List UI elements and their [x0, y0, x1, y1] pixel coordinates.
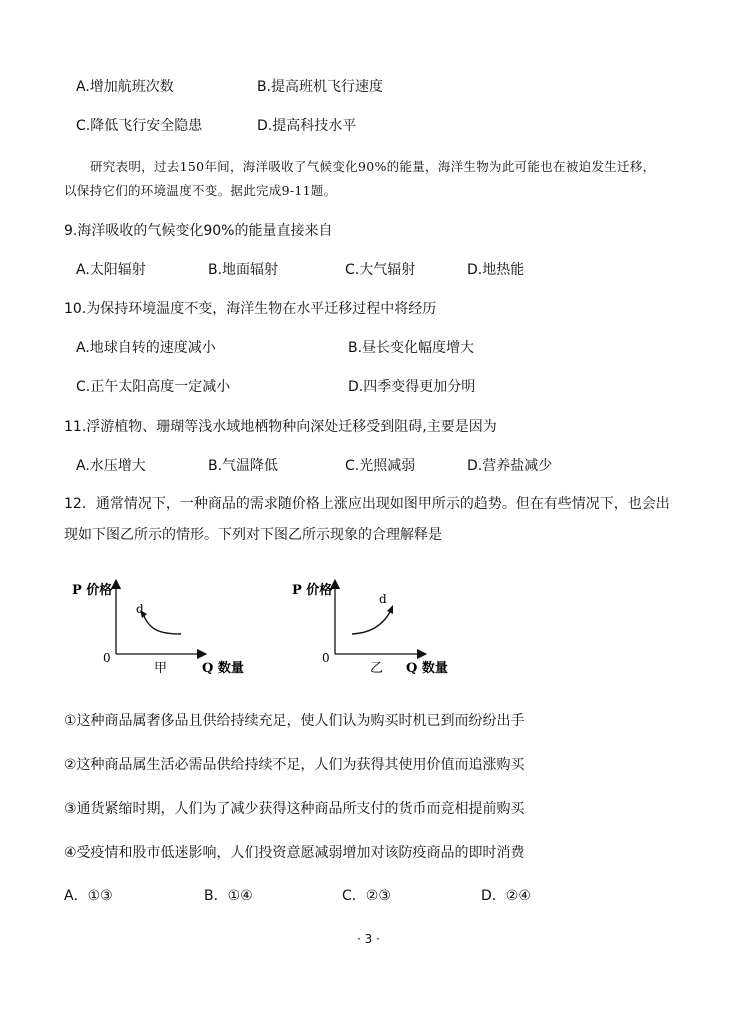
q11-option-d[interactable]: D.营养盐减少 [467, 458, 553, 474]
option-c[interactable]: C.降低飞行安全隐患 [76, 118, 203, 134]
q11-option-a[interactable]: A.水压增大 [76, 458, 146, 474]
option-d[interactable]: D.提高科技水平 [257, 118, 357, 134]
x-axis-label: Q 数量 [202, 661, 244, 676]
question-9-stem: 9.海洋吸收的气候变化90%的能量直接来自 [64, 223, 333, 239]
question-10-stem: 10.为保持环境温度不变，海洋生物在水平迁移过程中将经历 [64, 301, 437, 317]
question-12-stem-line-1: 12．通常情况下，一种商品的需求随价格上涨应出现如图甲所示的趋势。但在有些情况下，也会出 [64, 496, 670, 512]
q10-option-a[interactable]: A.地球自转的速度减小 [76, 340, 216, 356]
q9-option-c[interactable]: C.大气辐射 [345, 262, 416, 278]
y-axis-label: P 价格 [72, 583, 113, 598]
option-b[interactable]: B.提高班机飞行速度 [257, 79, 384, 95]
q10-option-b[interactable]: B.昼长变化幅度增大 [348, 340, 475, 356]
question-11-stem: 11.浮游植物、珊瑚等浅水域地栖物种向深处迁移受到阻碍,主要是因为 [64, 419, 497, 435]
q10-option-c[interactable]: C.正午太阳高度一定减小 [76, 379, 231, 395]
x-axis-label: Q 数量 [406, 661, 448, 676]
q12-option-a[interactable]: A．①③ [64, 888, 113, 904]
statement-3: ③通货紧缩时期，人们为了减少获得这种商品所支付的货币而竞相提前购买 [64, 801, 525, 817]
graph-yi [290, 578, 490, 684]
statement-2: ②这种商品属生活必需品供给持续不足，人们为获得其使用价值而追涨购买 [64, 757, 525, 773]
q12-option-b[interactable]: B．①④ [204, 888, 253, 904]
q11-option-b[interactable]: B.气温降低 [208, 458, 279, 474]
curve-label: d [136, 602, 144, 616]
graph-caption: 乙 [370, 661, 384, 676]
statement-4: ④受疫情和股市低迷影响，人们投资意愿减弱增加对该防疫商品的即时消费 [64, 845, 525, 861]
q11-option-c[interactable]: C.光照减弱 [345, 458, 416, 474]
origin-label: 0 [103, 651, 111, 665]
option-a[interactable]: A.增加航班次数 [76, 79, 174, 95]
passage-line-2: 以保持它们的环境温度不变。据此完成9-11题。 [64, 183, 337, 198]
q9-option-a[interactable]: A.太阳辐射 [76, 262, 146, 278]
demand-curve [144, 616, 181, 634]
passage-line-1: 研究表明，过去150年间，海洋吸收了气候变化90%的能量，海洋生物为此可能也在被迫发生迁移， [90, 159, 656, 174]
q12-option-c[interactable]: C．②③ [342, 888, 391, 904]
q10-option-d[interactable]: D.四季变得更加分明 [348, 379, 476, 395]
q9-option-b[interactable]: B.地面辐射 [208, 262, 279, 278]
curve-label: d [379, 592, 387, 606]
demand-curve [352, 612, 390, 634]
page-number: · 3 · [357, 932, 380, 946]
y-axis-label: P 价格 [292, 583, 333, 598]
question-12-stem-line-2: 现如下图乙所示的情形。下列对下图乙所示现象的合理解释是 [64, 527, 442, 543]
statement-1: ①这种商品属奢侈品且供给持续充足，使人们认为购买时机已到而纷纷出手 [64, 713, 525, 729]
graph-caption: 甲 [154, 661, 168, 676]
q12-option-d[interactable]: D．②④ [481, 888, 531, 904]
q9-option-d[interactable]: D.地热能 [467, 262, 525, 278]
graph-jia [70, 578, 270, 684]
origin-label: 0 [322, 651, 330, 665]
